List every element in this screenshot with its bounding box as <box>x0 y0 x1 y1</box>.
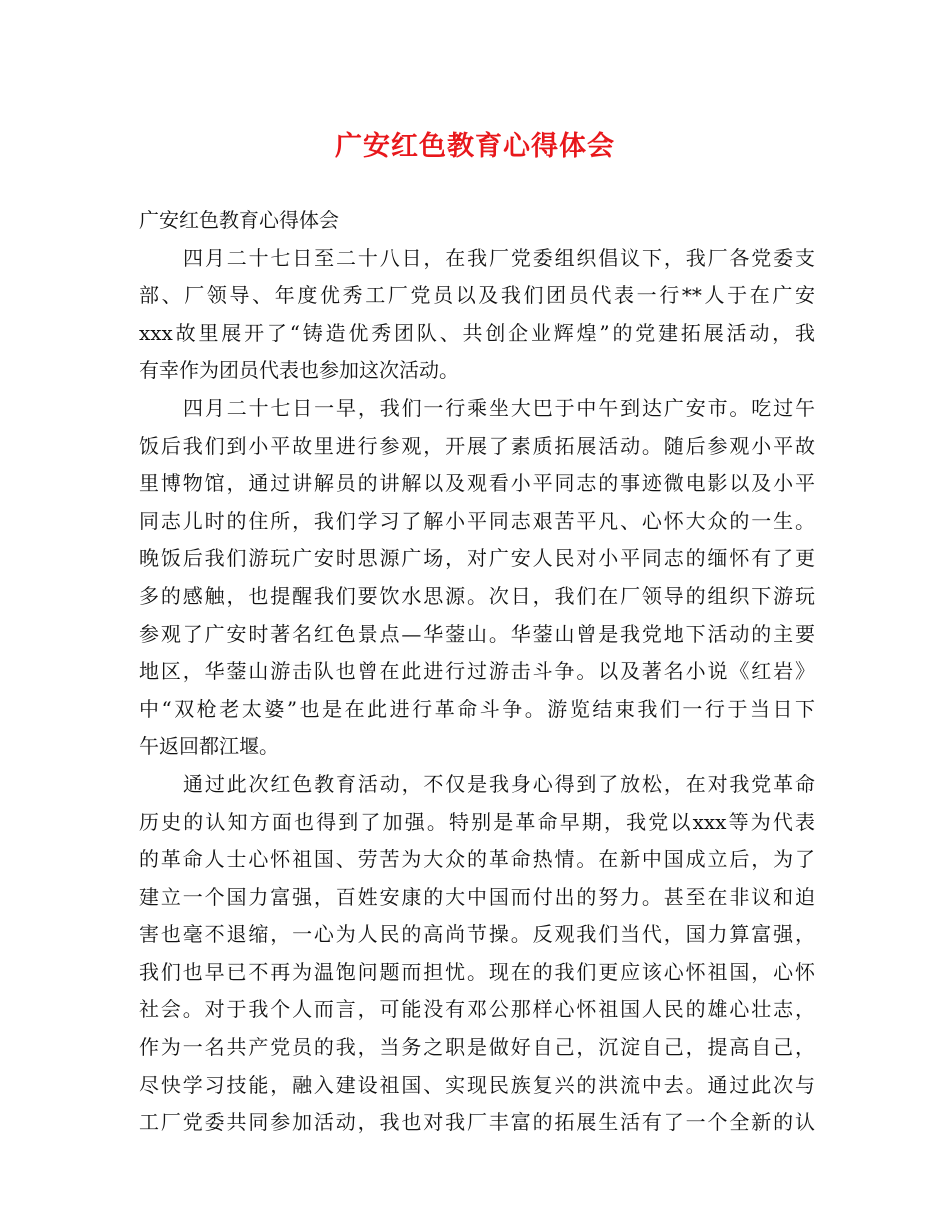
text-line: xxx故里展开了“铸造优秀团队、共创企业辉煌”的党建拓展活动，我 <box>139 320 815 345</box>
text-line: 有幸作为团员代表也参加这次活动。 <box>139 358 459 383</box>
text-line: 尽快学习技能，融入建设祖国、实现民族复兴的洪流中去。通过此次与 <box>139 1072 815 1097</box>
text-line: 里博物馆，通过讲解员的讲解以及观看小平同志的事迹微电影以及小平 <box>139 471 815 496</box>
text-line: 建立一个国力富强，百姓安康的大中国而付出的努力。甚至在非议和迫 <box>139 884 815 909</box>
text-line: 晚饭后我们游玩广安时思源广场，对广安人民对小平同志的缅怀有了更 <box>139 546 815 571</box>
text-line: 的革命人士心怀祖国、劳苦为大众的革命热情。在新中国成立后，为了 <box>139 847 815 872</box>
text-line: 四月二十七日至二十八日，在我厂党委组织倡议下，我厂各党委支 <box>183 245 815 270</box>
text-line: 通过此次红色教育活动，不仅是我身心得到了放松，在对我党革命 <box>183 771 815 796</box>
text-line: 工厂党委共同参加活动，我也对我厂丰富的拓展生活有了一个全新的认 <box>139 1110 815 1135</box>
document-body <box>139 202 815 1142</box>
text-line: 社会。对于我个人而言，可能没有邓公那样心怀祖国人民的雄心壮志， <box>139 997 815 1022</box>
text-line: 同志儿时的住所，我们学习了解小平同志艰苦平凡、心怀大众的一生。 <box>139 508 815 533</box>
text-line: 中“双枪老太婆”也是在此进行革命斗争。游览结束我们一行于当日下 <box>139 696 815 721</box>
text-line: 害也毫不退缩，一心为人民的高尚节操。反观我们当代，国力算富强， <box>139 922 815 947</box>
text-line: 地区，华蓥山游击队也曾在此进行过游击斗争。以及著名小说《红岩》 <box>139 659 815 684</box>
text-line: 多的感触，也提醒我们要饮水思源。次日，我们在厂领导的组织下游玩 <box>139 583 815 608</box>
text-line: 午返回都江堰。 <box>139 734 279 759</box>
document-title: 广安红色教育心得体会 <box>335 131 615 162</box>
text-line: 饭后我们到小平故里进行参观，开展了素质拓展活动。随后参观小平故 <box>139 433 815 458</box>
text-line: 作为一名共产党员的我，当务之职是做好自己，沉淀自己，提高自己， <box>139 1035 815 1060</box>
text-line: 我们也早已不再为温饱问题而担忧。现在的我们更应该心怀祖国，心怀 <box>139 959 815 984</box>
text-line: 部、厂领导、年度优秀工厂党员以及我们团员代表一行**人于在广安 <box>139 283 815 308</box>
text-line: 广安红色教育心得体会 <box>139 208 339 232</box>
text-line: 历史的认知方面也得到了加强。特别是革命早期，我党以xxx等为代表 <box>139 809 815 834</box>
text-line: 四月二十七日一早，我们一行乘坐大巴于中午到达广安市。吃过午 <box>183 395 815 420</box>
text-line: 参观了广安时著名红色景点—华蓥山。华蓥山曾是我党地下活动的主要 <box>139 621 815 646</box>
